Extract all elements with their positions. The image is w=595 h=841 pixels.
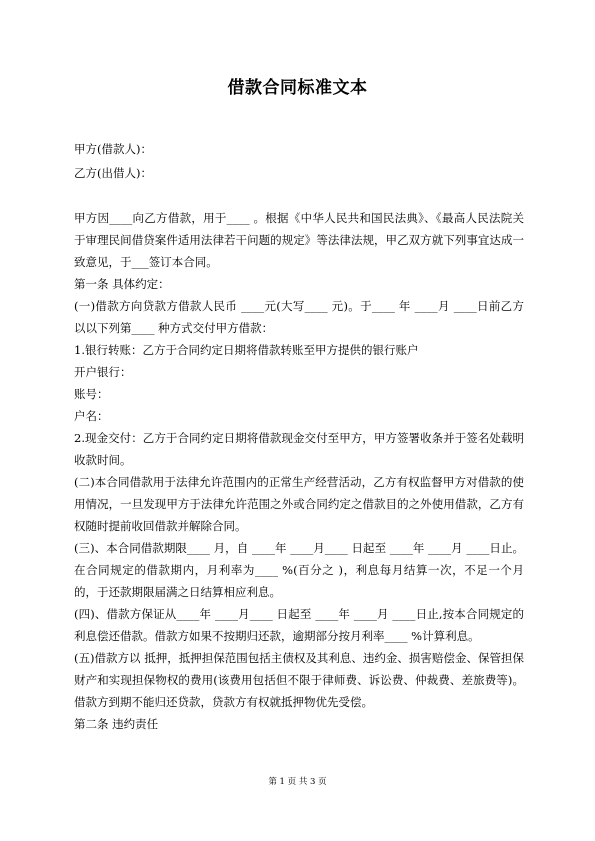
account-number-field: 账号： [74, 387, 109, 401]
article-1-heading: 第一条 具体约定： [74, 277, 170, 291]
contract-body [74, 207, 524, 735]
account-holder-field: 户名： [74, 409, 109, 423]
clause-4-repayment: (四)、借款方保证从____年 ____月____ 日起至 ____年 ____月 ____日止,按本合同规定的利息偿还借款。借款方如果不按期归还款，逾期部分按月利率____ %计算利息。 [74, 607, 524, 643]
payment-method-bank-transfer: 1.银行转账：乙方于合同约定日期将借款转账至甲方提供的银行账户 [74, 343, 419, 357]
party-a-label: 甲方(借款人)： [74, 142, 152, 156]
document-title: 借款合同标准文本 [227, 78, 368, 98]
party-b-label: 乙方(出借人)： [74, 166, 152, 180]
preamble-paragraph: 甲方因____向乙方借款，用于____ 。根据《中华人民共和国民法典》、《最高人民法院关于审理民间借贷案件适用法律若干问题的规定》等法律法规，甲乙双方就下列事宜达成一致意见，于___签订本合同。 [74, 211, 524, 269]
payment-method-cash: 2.现金交付：乙方于合同约定日期将借款现金交付至甲方，甲方签署收条并于签名处载明收款时间。 [74, 431, 524, 467]
page-footer: 第 1 页 共 3 页 [268, 777, 327, 787]
clause-5-collateral: (五)借款方以 抵押，抵押担保范围包括主债权及其利息、违约金、损害赔偿金、保管担保财产和实现担保物权的费用(该费用包括但不限于律师费、诉讼费、仲裁费、差旅费等)。借款方到期不能归还贷款，贷款方有权就抵押物优先受偿。 [74, 651, 524, 709]
bank-name-field: 开户银行： [74, 365, 132, 379]
article-2-heading: 第二条 违约责任 [74, 717, 159, 731]
clause-2-loan-purpose: (二)本合同借款用于法律允许范围内的正常生产经营活动，乙方有权监督甲方对借款的使用情况，一旦发现甲方于法律允许范围之外或合同约定之借款目的之外使用借款，乙方有权随时提前收回借款并解除合同。 [74, 475, 524, 533]
clause-1-loan-amount: (一)借款方向贷款方借款人民币 ____元(大写____ 元)。于____ 年 ____月 ____日前乙方以以下列第____ 种方式交付甲方借款： [74, 299, 524, 335]
parties-block [74, 137, 152, 185]
clause-3-loan-term: (三)、本合同借款期限____ 月，自 ____年 ____月____ 日起至 ____年 ____月 ____日止。在合同规定的借款期内，月利率为____ %(百分之 )，利息每月结算一次，不足一个月的，于还款期限届满之日结算相应利息。 [74, 541, 524, 599]
